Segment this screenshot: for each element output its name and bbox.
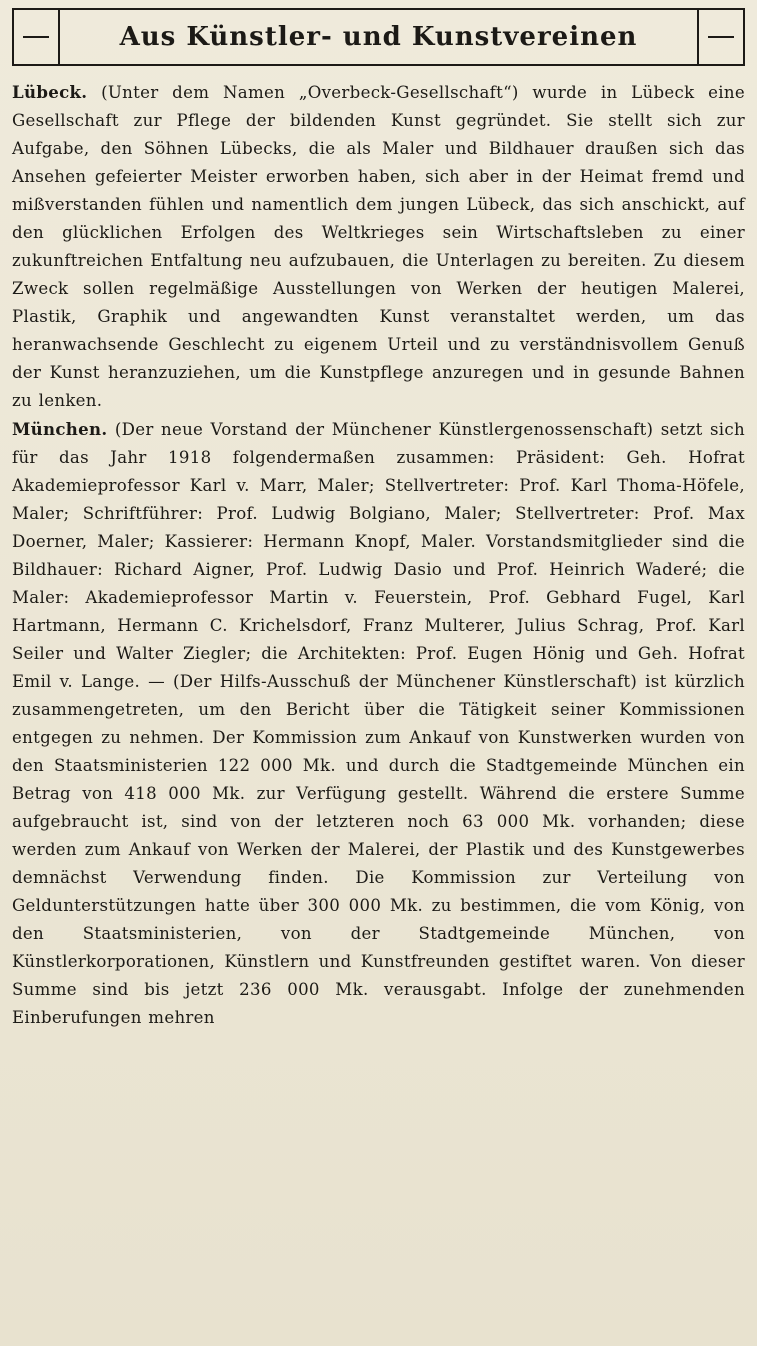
paragraph-luebeck (12, 78, 745, 415)
header-right-dash (708, 36, 734, 38)
paragraph-text-muenchen: (Der neue Vorstand der Münchener Künstlergenossenschaft) setzt sich für das Jahr 1918 folgendermaßen zusammen: Präsident: Geh. Hofrat Akademieprofessor Karl v. Marr, Maler; Stellvertreter: Prof. Karl Thoma-Höfele, Maler; Schriftführer: Prof. Ludwig Bolgiano, Maler; Stellvertreter: Prof. Max Doerner, Maler; Kassierer: Hermann Knopf, Maler. Vorstandsmitglieder sind die Bildhauer: Richard Aigner, Prof. Ludwig Dasio und Prof. Heinrich Waderé; die Maler: Akademieprofessor Martin v. Feuerstein, Prof. Gebhard Fugel, Karl Hartmann, Hermann C. Krichelsdorf, Franz Multerer, Julius Schrag, Prof. Karl Seiler und Walter Ziegler; die Architekten: Prof. Eugen Hönig und Geh. Hofrat Emil v. Lange. — (Der Hilfs-Ausschuß der Münchener Künstlerschaft) ist kürzlich zusammengetreten, um den Bericht über die Tätigkeit seiner Kommissionen entgegen zu nehmen. Der Kommission zum Ankauf von Kunstwerken wurden von den Staatsministerien 122 000 Mk. und durch die Stadtgemeinde München ein Betrag von 418 000 Mk. zur Verfügung gestellt. Während die erstere Summe aufgebraucht ist, sind von der letzteren noch 63 000 Mk. vorhanden; diese werden zum Ankauf von Werken der Malerei, der Plastik und des Kunstgewerbes demnächst Verwendung finden. Die Kommission zur Verteilung von Geldunterstützungen hatte über 300 000 Mk. zu bestimmen, die vom König, von den Staatsministerien, von der Stadtgemeinde München, von Künstlerkorporationen, Künstlern und Kunstfreunden gestiftet waren. Von dieser Summe sind bis jetzt 236 000 Mk. verausgabt. Infolge der zunehmenden Einberufungen mehren (12, 420, 745, 1027)
header-right-rule (697, 10, 743, 64)
city-heading-luebeck: Lübeck. (12, 82, 88, 102)
section-title: Aus Künstler- und Kunstvereinen (119, 22, 638, 52)
header-left-dash (23, 36, 49, 38)
city-heading-muenchen: München. (12, 419, 108, 439)
article-body (12, 78, 745, 1032)
header-left-rule (14, 10, 60, 64)
section-header (12, 8, 745, 66)
paragraph-text-luebeck: (Unter dem Namen „Overbeck-Gesellschaft“) wurde in Lübeck eine Gesellschaft zur Pflege der bildenden Kunst gegründet. Sie stellt sich zur Aufgabe, den Söhnen Lübecks, die als Maler und Bildhauer draußen sich das Ansehen gefeierter Meister erworben haben, sich aber in der Heimat fremd und mißverstanden fühlen und namentlich dem jungen Lübeck, das sich anschickt, auf den glücklichen Erfolgen des Weltkrieges sein Wirtschaftsleben zu einer zukunftreichen Entfaltung neu aufzubauen, die Unterlagen zu bereiten. Zu diesem Zweck sollen regelmäßige Ausstellungen von Werken der heutigen Malerei, Plastik, Graphik und angewandten Kunst veranstaltet werden, um das heranwachsende Geschlecht zu eigenem Urteil und zu verständnisvollem Genuß der Kunst heranzuziehen, um die Kunstpflege anzuregen und in gesunde Bahnen zu lenken. (12, 83, 745, 410)
paragraph-muenchen (12, 415, 745, 1032)
